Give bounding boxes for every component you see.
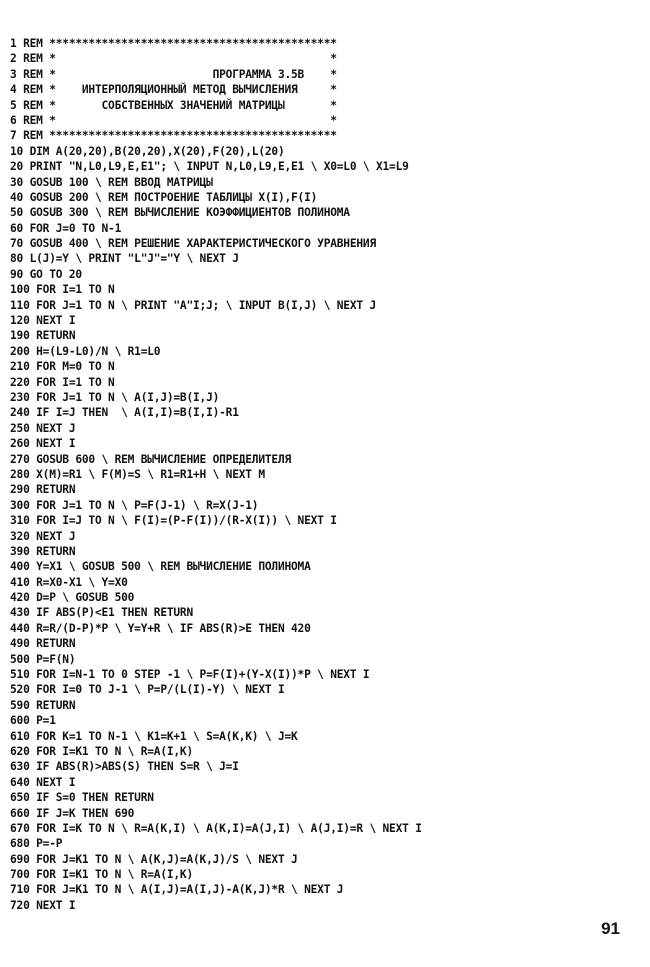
code-line: 80 L(J)=Y \ PRINT "L"J"="Y \ NEXT J <box>10 252 239 266</box>
code-line: 260 NEXT I <box>10 437 76 451</box>
code-line: 440 R=R/(D-P)*P \ Y=Y+R \ IF ABS(R)>E THEN 420 <box>10 621 311 635</box>
code-line: 650 IF S=0 THEN RETURN <box>10 791 154 805</box>
code-line: 410 R=X0-X1 \ Y=X0 <box>10 575 128 589</box>
code-line: 590 RETURN <box>10 698 76 712</box>
code-line: 690 FOR J=K1 TO N \ A(K,J)=A(K,J)/S \ NEXT J <box>10 852 298 866</box>
code-line: 1 REM ******************************************** <box>10 37 337 50</box>
code-line: 400 Y=X1 \ GOSUB 500 \ REM ВЫЧИСЛЕНИЕ ПОЛИНОМА <box>10 560 311 574</box>
code-line: 320 NEXT J <box>10 529 76 543</box>
code-line: 660 IF J=K THEN 690 <box>10 806 135 820</box>
code-line: 300 FOR J=1 TO N \ P=F(J-1) \ R=X(J-1) <box>10 498 259 512</box>
code-line: 30 GOSUB 100 \ REM ВВОД МАТРИЦЫ <box>10 175 213 189</box>
code-line: 250 NEXT J <box>10 421 76 435</box>
code-line: 3 REM * ПРОГРАММА 3.5В * <box>10 67 337 81</box>
code-line: 310 FOR I=J TO N \ F(I)=(P-F(I))/(R-X(I)) \ NEXT I <box>10 514 337 528</box>
code-line: 100 FOR I=1 TO N <box>10 283 115 297</box>
code-line: 510 FOR I=N-1 TO 0 STEP -1 \ P=F(I)+(Y-X(I))*P \ NEXT I <box>10 668 370 682</box>
code-line: 420 D=P \ GOSUB 500 <box>10 591 135 605</box>
program-listing <box>10 36 646 913</box>
code-line: 200 H=(L9-L0)/N \ R1=L0 <box>10 344 161 358</box>
code-line: 70 GOSUB 400 \ REM РЕШЕНИЕ ХАРАКТЕРИСТИЧЕСКОГО УРАВНЕНИЯ <box>10 237 376 251</box>
code-line: 5 REM * СОБСТВЕННЫХ ЗНАЧЕНИЙ МАТРИЦЫ * <box>10 98 337 112</box>
code-line: 7 REM ******************************************** <box>10 129 337 143</box>
code-line: 670 FOR I=K TO N \ R=A(K,I) \ A(K,I)=A(J,I) \ A(J,I)=R \ NEXT I <box>10 821 422 835</box>
code-line: 600 P=1 <box>10 714 56 728</box>
code-line: 10 DIM A(20,20),B(20,20),X(20),F(20),L(20) <box>10 144 285 158</box>
code-line: 720 NEXT I <box>10 898 76 912</box>
code-line: 4 REM * ИНТЕРПОЛЯЦИОННЫЙ МЕТОД ВЫЧИСЛЕНИЯ * <box>10 83 337 97</box>
code-line: 210 FOR M=0 TO N <box>10 360 115 374</box>
code-line: 710 FOR J=K1 TO N \ A(I,J)=A(I,J)-A(K,J)*R \ NEXT J <box>10 883 344 897</box>
code-line: 700 FOR I=K1 TO N \ R=A(I,K) <box>10 868 193 882</box>
code-line: 520 FOR I=0 TO J-1 \ P=P/(L(I)-Y) \ NEXT I <box>10 683 285 697</box>
code-line: 240 IF I=J THEN \ A(I,I)=B(I,I)-R1 <box>10 406 239 420</box>
code-line: 500 P=F(N) <box>10 652 76 666</box>
code-line: 6 REM * * <box>10 113 337 127</box>
code-line: 290 RETURN <box>10 483 76 497</box>
code-line: 280 X(M)=R1 \ F(M)=S \ R1=R1+H \ NEXT M <box>10 467 265 481</box>
code-line: 490 RETURN <box>10 637 76 651</box>
code-line: 680 P=-P <box>10 837 63 851</box>
code-line: 390 RETURN <box>10 544 76 558</box>
code-line: 50 GOSUB 300 \ REM ВЫЧИСЛЕНИЕ КОЭФФИЦИЕНТОВ ПОЛИНОМА <box>10 206 350 220</box>
code-line: 620 FOR I=K1 TO N \ R=A(I,K) <box>10 744 193 758</box>
code-line: 60 FOR J=0 TO N-1 <box>10 221 122 235</box>
code-line: 110 FOR J=1 TO N \ PRINT "A"I;J; \ INPUT B(I,J) \ NEXT J <box>10 298 376 312</box>
code-line: 430 IF ABS(P)<E1 THEN RETURN <box>10 606 193 620</box>
code-line: 40 GOSUB 200 \ REM ПОСТРОЕНИЕ ТАБЛИЦЫ X(I),F(I) <box>10 190 318 204</box>
code-line: 20 PRINT "N,L0,L9,E,E1"; \ INPUT N,L0,L9,E,E1 \ X0=L0 \ X1=L9 <box>10 160 409 174</box>
code-line: 190 RETURN <box>10 329 76 343</box>
code-line: 640 NEXT I <box>10 775 76 789</box>
code-line: 270 GOSUB 600 \ REM ВЫЧИСЛЕНИЕ ОПРЕДЕЛИТЕЛЯ <box>10 452 292 466</box>
code-line: 120 NEXT I <box>10 314 76 328</box>
code-line: 90 GO TO 20 <box>10 267 82 281</box>
code-line: 2 REM * * <box>10 52 337 66</box>
code-line: 630 IF ABS(R)>ABS(S) THEN S=R \ J=I <box>10 760 239 774</box>
code-line: 610 FOR K=1 TO N-1 \ K1=K+1 \ S=A(K,K) \ J=K <box>10 729 298 743</box>
code-line: 230 FOR J=1 TO N \ A(I,J)=B(I,J) <box>10 390 220 404</box>
page-number: 91 <box>601 919 620 938</box>
code-line: 220 FOR I=1 TO N <box>10 375 115 389</box>
